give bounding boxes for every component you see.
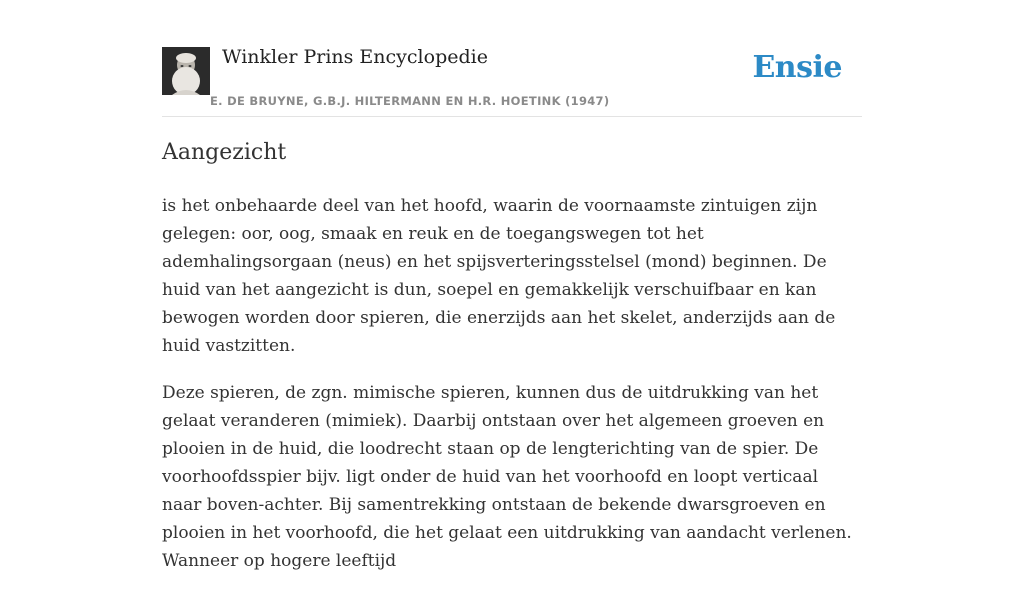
- authors-credit: E. DE BRUYNE, G.B.J. HILTERMANN EN H.R. HOETINK (1947): [210, 94, 610, 108]
- ensie-logo[interactable]: Ensie: [752, 50, 842, 85]
- article-paragraph: is het onbehaarde deel van het hoofd, waarin de voornaamste zintuigen zijn gelegen: oor, oog, smaak en reuk en de toegangswegen tot het ademhalingsorgaan (neus) en het spijsverteringsstelsel (mond) beginnen. De huid van het aangezicht is dun, soepel en gemakkelijk verschuifbaar en kan bewogen worden door spieren, die enerzijds aan het skelet, anderzijds aan de huid vastzitten.: [162, 196, 836, 356]
- article-body: [162, 192, 862, 594]
- author-avatar[interactable]: [162, 47, 210, 95]
- article-title: Aangezicht: [162, 140, 287, 165]
- site-title[interactable]: Winkler Prins Encyclopedie: [222, 46, 488, 68]
- article-paragraph: Deze spieren, de zgn. mimische spieren, kunnen dus de uitdrukking van het gelaat veranderen (mimiek). Daarbij ontstaan over het algemeen groeven en plooien in de huid, die loodrecht staan op de lengterichting van de spier. De voorhoofdsspier bijv. ligt onder de huid van het voorhoofd en loopt verticaal naar boven-achter. Bij samentrekking ontstaan de bekende dwarsgroeven en plooien in het voorhoofd, die het gelaat een uitdrukking van aandacht verlenen. Wanneer op hogere leeftijd: [162, 383, 852, 571]
- portrait-avatar-icon: [162, 47, 210, 95]
- source-header: [162, 44, 862, 117]
